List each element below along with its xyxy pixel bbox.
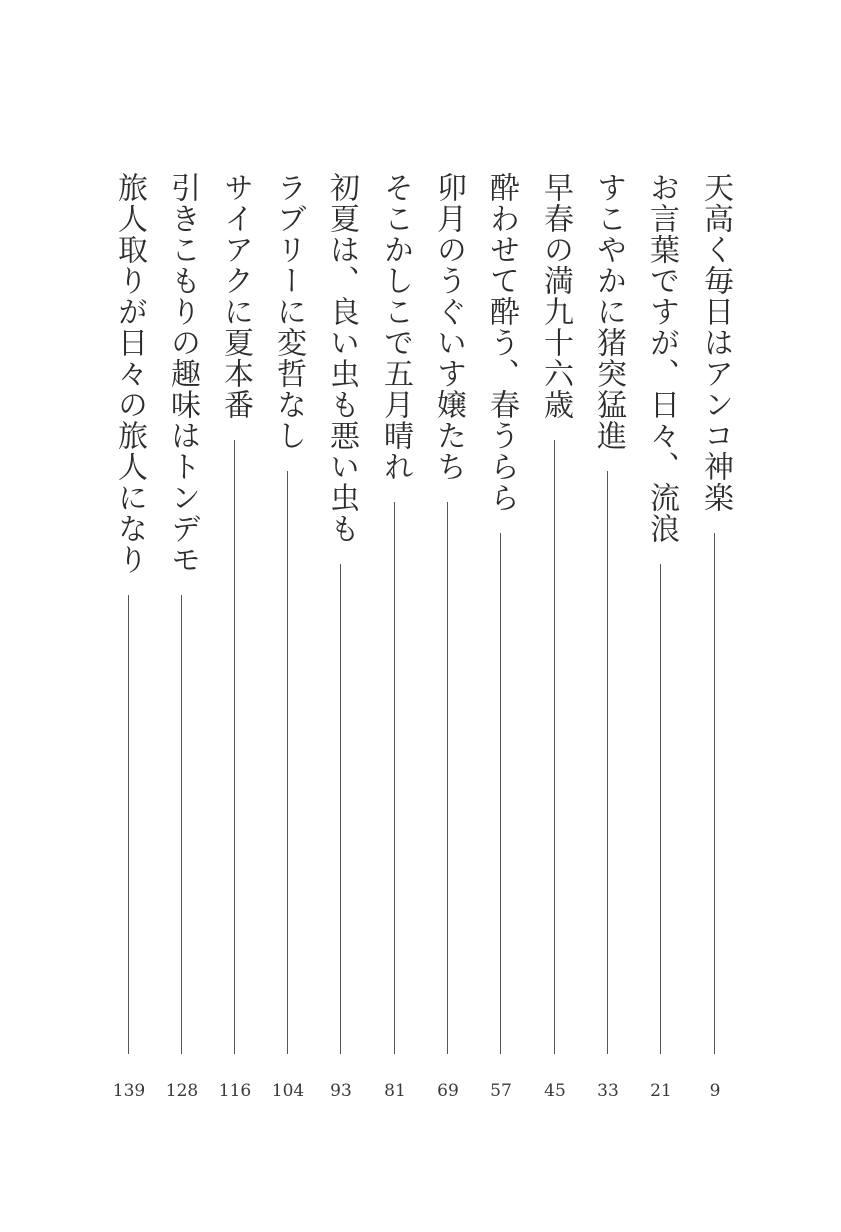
toc-leader-line	[340, 564, 341, 1054]
toc-page-number: 21	[650, 1081, 672, 1101]
toc-entry-title: 引きこもりの趣味はトンデモ	[165, 172, 200, 575]
toc-leader-line	[714, 533, 715, 1054]
toc-entry[interactable]	[590, 172, 626, 1232]
toc-page-number: 9	[709, 1081, 721, 1101]
toc-page-number: 33	[597, 1081, 619, 1101]
toc-entry[interactable]	[270, 172, 306, 1232]
toc-entry-title: 初夏は、良い虫も悪い虫も	[324, 172, 359, 544]
toc-entry-title: 卯月のうぐいす嬢たち	[431, 172, 466, 482]
toc-entry-title: 早春の満九十六歳	[538, 172, 573, 420]
toc-entry-title: 酔わせて酔う、春うらら	[484, 172, 519, 513]
toc-leader-line	[447, 502, 448, 1054]
toc-entry[interactable]	[537, 172, 573, 1232]
toc-entry-title: そこかしこで五月晴れ	[378, 172, 413, 482]
toc-leader-line	[607, 471, 608, 1054]
toc-entry-title: すこやかに猪突猛進	[591, 172, 626, 451]
toc-entry[interactable]	[217, 172, 253, 1232]
toc-entry[interactable]	[377, 172, 413, 1232]
toc-entry-title: サイアクに夏本番	[218, 172, 253, 420]
toc-leader-line	[554, 440, 555, 1054]
toc-page-number: 81	[384, 1081, 406, 1101]
toc-leader-line	[394, 502, 395, 1054]
toc-entry-title: お言葉ですが、日々、流浪	[644, 172, 679, 544]
toc-page-number: 116	[218, 1081, 252, 1101]
toc-leader-line	[128, 595, 129, 1054]
toc-entry[interactable]	[483, 172, 519, 1232]
toc-leader-line	[660, 564, 661, 1054]
toc-page-number: 93	[330, 1081, 352, 1101]
toc-entry[interactable]	[323, 172, 359, 1232]
toc-page-number: 104	[271, 1081, 305, 1101]
toc-entry[interactable]	[111, 172, 147, 1232]
toc-leader-line	[181, 595, 182, 1054]
toc-entry-title: 天高く毎日はアンコ神楽	[698, 172, 733, 513]
toc-entry[interactable]	[697, 172, 733, 1232]
toc-leader-line	[500, 533, 501, 1054]
toc-entry-title: ラブリーに変哲なし	[271, 172, 306, 451]
toc-page-number: 128	[165, 1081, 199, 1101]
toc-page-number: 45	[544, 1081, 566, 1101]
toc-page-number: 57	[490, 1081, 512, 1101]
toc-entry[interactable]	[164, 172, 200, 1232]
toc-page-number: 139	[112, 1081, 146, 1101]
toc-entry-title: 旅人取りが日々の旅人になり	[112, 172, 147, 575]
toc-entry[interactable]	[430, 172, 466, 1232]
toc-entry[interactable]	[643, 172, 679, 1232]
toc-leader-line	[234, 440, 235, 1054]
toc-page-number: 69	[437, 1081, 459, 1101]
toc-leader-line	[287, 471, 288, 1054]
